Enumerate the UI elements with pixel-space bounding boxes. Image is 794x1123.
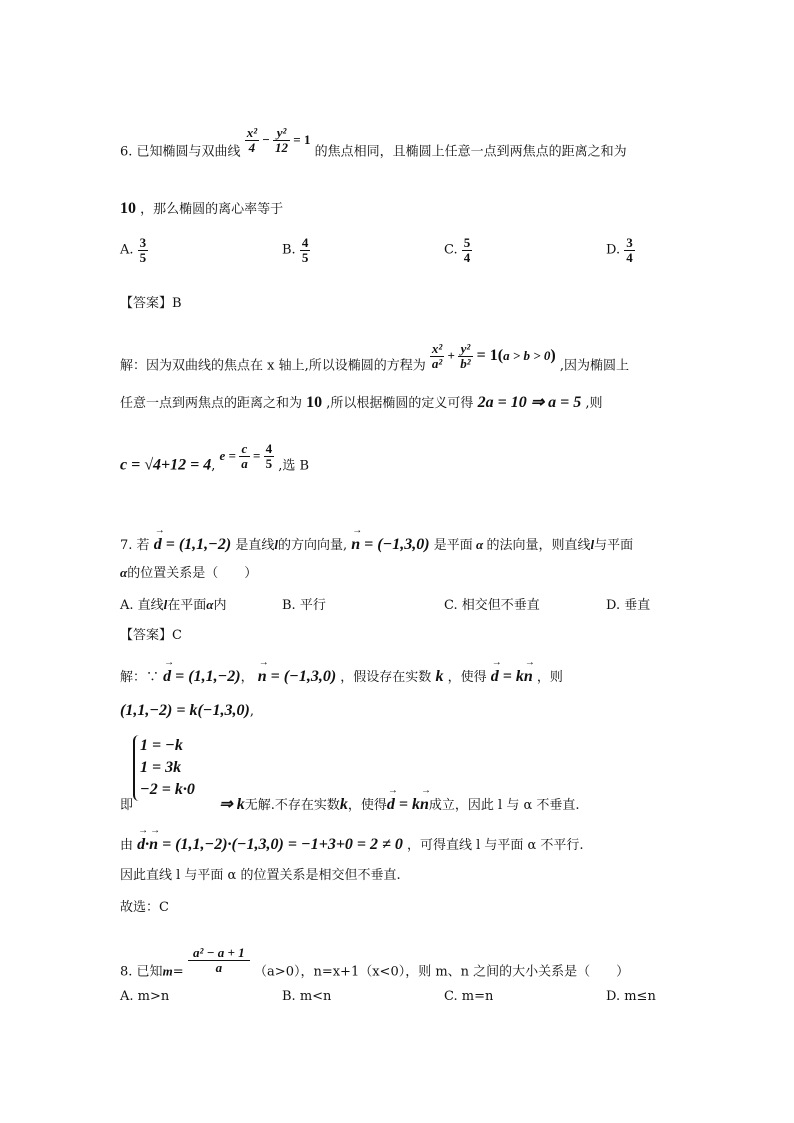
q7-option-a: A. 直线l在平面α内 (120, 597, 227, 613)
q6-answer: 【答案】B (120, 296, 182, 311)
q8-option-a: A. m>n (120, 989, 170, 1004)
q8-option-c: C. m=n (444, 989, 494, 1004)
q6-text-3: ，那么椭圆的离心率等于 (140, 202, 284, 217)
q8-option-b: B. m<n (282, 989, 332, 1004)
q6-text-1: 已知椭圆与双曲线 (136, 144, 241, 160)
q6-solution-line3: c = √4+12 = 4, e = $\frac{c}{a}$ = $\frac{4}{5}$ ,选 B (120, 441, 310, 474)
q8-stem: 8. 已知m= $\frac{\text{a² − a + 1}}{a}$ （a>0），n=x+1（x<0），则 m、n 之间的大小关系是（ ） (120, 945, 630, 980)
direction-vector: → d = (1,1,−2) (154, 536, 231, 553)
q7-solution-line2: (1,1,−2) = k(−1,3,0), (120, 702, 254, 719)
q6-number: 6. (120, 144, 133, 160)
q6-option-d: D. $\frac{3}{4}$ (606, 235, 633, 265)
equation-system: 1 = −k 1 = 3k −2 = k·0 (133, 735, 195, 801)
m-definition: $\frac{\text{a² − a + 1}}{a}$ (189, 945, 248, 975)
q7-option-b: B. 平行 (282, 598, 326, 613)
q6-option-a: A. $\frac{3}{5}$ (120, 235, 147, 265)
q8-option-d: D. m≤n (606, 989, 656, 1004)
q7-stem-line1: 7. 若 → d = (1,1,−2) 是直线l的方向向量, → n = (−1,3,0) 是平面 α 的法向量，则直线l与平面 (120, 534, 633, 554)
q7-option-c: C. 相交但不垂直 (444, 598, 540, 613)
q7-option-d: D. 垂直 (606, 598, 651, 613)
q8-number: 8. (120, 964, 133, 980)
q6-stem-line2 (120, 198, 283, 218)
normal-vector: → n = (−1,3,0) (351, 536, 429, 553)
dot-product-equation: → d·→ n = (1,1,−2)·(−1,3,0) = −1+3+0 = 2 ≠ 0 (137, 836, 403, 853)
q7-solution-line1: 解：∵ → d = (1,1,−2)， → n = (−1,3,0) ，假设存在实数 k ，使得 → d = k→ n ，则 (120, 666, 563, 686)
focal-distance-equation: c = √4+12 = 4 (120, 456, 212, 474)
q6-solution-line2: 任意一点到两焦点的距离之和为 10 ,所以根据椭圆的定义可得 2a = 10 ⇒ a = 5 ,则 (120, 394, 603, 411)
q7-solution-line6: 故选：C (120, 900, 169, 915)
q7-answer: 【答案】C (120, 628, 182, 643)
q6-option-b: B. $\frac{4}{5}$ (282, 235, 309, 265)
q7-number: 7. (120, 538, 133, 553)
q6-solution-line1: 解：因为双曲线的焦点在 x 轴上,所以设椭圆的方程为 $\frac{\text{x²}}{\text{a²}}$ + $\frac{\text{y²}}{\text{b²}}$ = 1(a > b > 0) ,因为椭圆上 (120, 341, 629, 374)
q7-solution-line3: 即 ⇒ k无解.不存在实数k，使得→ d = k→ n成立，因此 l 与 α 不垂直. (120, 794, 580, 814)
q7-stem-line2: α的位置关系是（ ） (120, 565, 258, 581)
vector-equality: (1,1,−2) = k(−1,3,0) (120, 702, 250, 719)
q6-option-c: C. $\frac{5}{4}$ (444, 235, 471, 265)
hyperbola-equation: $\frac{\text{x²}}{4}$ − $\frac{\text{y²}}{12}$ = 1 (246, 125, 311, 155)
ellipse-equation: $\frac{\text{x²}}{\text{a²}}$ + $\frac{\text{y²}}{\text{b²}}$ = 1(a > b > 0) (431, 341, 556, 371)
q6-text-2: 的焦点相同，且椭圆上任意一点到两焦点的距离之和为 (314, 144, 627, 160)
q6-sum-value: 10 (120, 200, 136, 217)
q7-solution-line4: 由 → d·→ n = (1,1,−2)·(−1,3,0) = −1+3+0 = 2 ≠ 0 ，可得直线 l 与平面 α 不平行. (120, 834, 584, 854)
q7-solution-line5: 因此直线 l 与平面 α 的位置关系是相交但不垂直. (120, 868, 401, 883)
eccentricity-equation: e = $\frac{c}{a}$ = $\frac{4}{5}$ (219, 441, 273, 471)
q6-stem-line1 (120, 125, 627, 166)
major-axis-equation: 2a = 10 ⇒ a = 5 (477, 394, 582, 411)
